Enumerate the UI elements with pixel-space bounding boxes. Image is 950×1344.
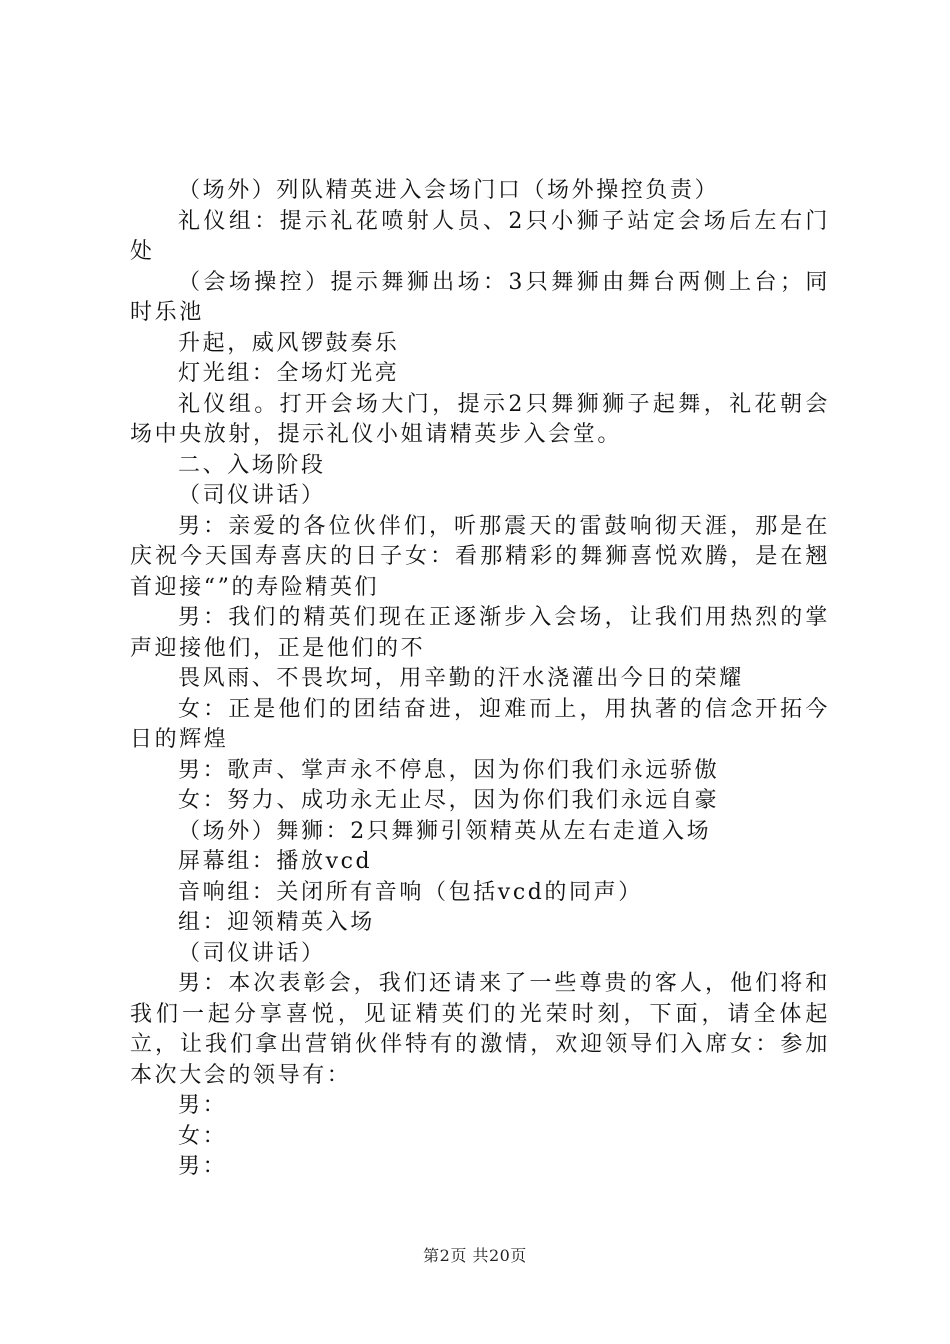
paragraph-1: （场外）列队精英进入会场门口（场外操控负责） [178, 178, 720, 203]
paragraph-15: （场外）舞狮：2只舞狮引领精英从左右走道入场 [178, 818, 712, 844]
paragraph-3: （会场操控）提示舞狮出场：3只舞狮由舞台两侧上台；同时乐池 [130, 269, 830, 325]
paragraph-10: 男：我们的精英们现在正逐渐步入会场，让我们用热烈的掌声迎接他们，正是他们的不 [130, 605, 830, 661]
paragraph-22: 女： [178, 1123, 228, 1149]
paragraph-4: 升起，威风锣鼓奏乐 [178, 330, 400, 356]
paragraph-18: 组：迎领精英入场 [178, 910, 375, 935]
paragraph-23: 男： [178, 1154, 228, 1179]
paragraph-11: 畏风雨、不畏坎坷，用辛勤的汗水浇灌出今日的荣耀 [178, 666, 744, 691]
document-body [130, 176, 830, 1183]
paragraph-5: 灯光组：全场灯光亮 [178, 361, 400, 386]
paragraph-9: 男：亲爱的各位伙伴们，听那震天的雷鼓响彻天涯，那是在庆祝今天国寿喜庆的日子女：看那精彩的舞狮喜悦欢腾，是在翘首迎接“”的寿险精英们 [130, 513, 830, 600]
paragraph-20: 男：本次表彰会，我们还请来了一些尊贵的客人，他们将和我们一起分享喜悦，见证精英们的光荣时刻，下面，请全体起立，让我们拿出营销伙伴特有的激情，欢迎领导们入席女：参加本次大会的领导有： [130, 971, 830, 1088]
paragraph-6: 礼仪组。打开会场大门，提示2只舞狮狮子起舞，礼花朝会场中央放射，提示礼仪小姐请精英步入会堂。 [130, 391, 830, 447]
paragraph-19: （司仪讲话） [178, 940, 326, 966]
paragraph-16: 屏幕组：播放vcd [178, 849, 373, 874]
paragraph-2: 礼仪组：提示礼花喷射人员、2只小狮子站定会场后左右门处 [130, 208, 830, 264]
paragraph-8: （司仪讲话） [178, 483, 326, 508]
paragraph-13: 男：歌声、掌声永不停息，因为你们我们永远骄傲 [178, 757, 720, 783]
paragraph-17: 音响组：关闭所有音响（包括vcd的同声） [178, 879, 643, 905]
paragraph-14: 女：努力、成功永无止尽，因为你们我们永远自豪 [178, 788, 720, 813]
paragraph-21: 男： [178, 1093, 228, 1118]
section-heading-entrance: 二、入场阶段 [178, 452, 326, 478]
paragraph-12: 女：正是他们的团结奋进，迎难而上，用执著的信念开拓今日的辉煌 [130, 696, 830, 752]
page-number-footer: 第2页 共20页 [423, 1246, 527, 1265]
